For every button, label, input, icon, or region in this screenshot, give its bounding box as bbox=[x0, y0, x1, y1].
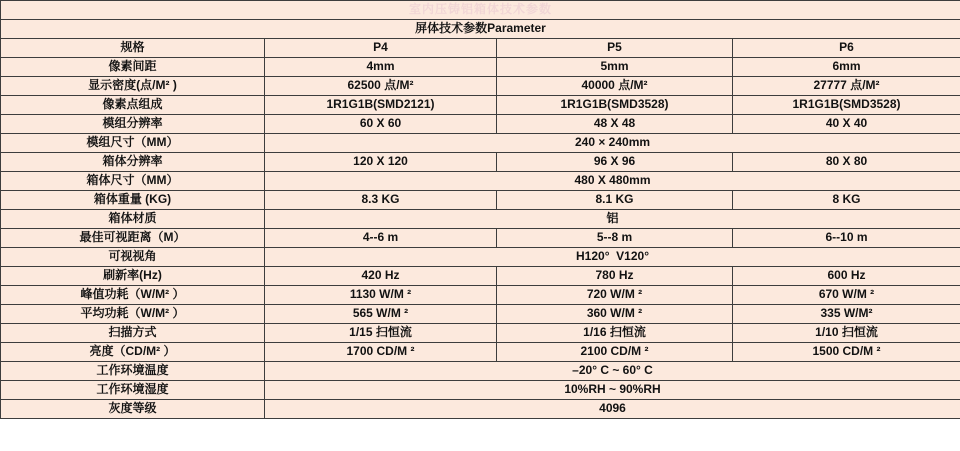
row-label: 模组尺寸（MM） bbox=[1, 134, 265, 153]
row-value: 27777 点/M² bbox=[733, 77, 960, 96]
column-header-row bbox=[1, 39, 960, 58]
row-value: 40000 点/M² bbox=[497, 77, 733, 96]
row-label: 箱体分辨率 bbox=[1, 153, 265, 172]
table-row bbox=[1, 115, 960, 134]
row-label: 模组分辨率 bbox=[1, 115, 265, 134]
row-label: 工作环境温度 bbox=[1, 362, 265, 381]
row-value: 2100 CD/M ² bbox=[497, 343, 733, 362]
row-value: 1700 CD/M ² bbox=[265, 343, 497, 362]
row-value: 1R1G1B(SMD3528) bbox=[733, 96, 960, 115]
row-value: 40 X 40 bbox=[733, 115, 960, 134]
row-value: 5mm bbox=[497, 58, 733, 77]
column-header-p6: P6 bbox=[733, 39, 960, 58]
column-header-spec: 规格 bbox=[1, 39, 265, 58]
table-row bbox=[1, 229, 960, 248]
column-header-p5: P5 bbox=[497, 39, 733, 58]
table-row bbox=[1, 134, 960, 153]
row-label: 像素间距 bbox=[1, 58, 265, 77]
row-value: 1R1G1B(SMD3528) bbox=[497, 96, 733, 115]
row-value-span: H120° V120° bbox=[265, 248, 960, 267]
row-value: 8.3 KG bbox=[265, 191, 497, 210]
section-subtitle: 屏体技术参数Parameter bbox=[1, 20, 960, 39]
row-value: 8 KG bbox=[733, 191, 960, 210]
table-row bbox=[1, 153, 960, 172]
table-row bbox=[1, 248, 960, 267]
row-value: 6--10 m bbox=[733, 229, 960, 248]
row-value: 670 W/M ² bbox=[733, 286, 960, 305]
row-value: 1/15 扫恒流 bbox=[265, 324, 497, 343]
row-value: 360 W/M ² bbox=[497, 305, 733, 324]
table-row bbox=[1, 381, 960, 400]
column-header-p4: P4 bbox=[265, 39, 497, 58]
row-label: 扫描方式 bbox=[1, 324, 265, 343]
row-value: 1R1G1B(SMD2121) bbox=[265, 96, 497, 115]
table-row bbox=[1, 191, 960, 210]
row-label: 峰值功耗（W/M² ） bbox=[1, 286, 265, 305]
row-value-span: 4096 bbox=[265, 400, 960, 419]
table-row bbox=[1, 324, 960, 343]
row-value: 4--6 m bbox=[265, 229, 497, 248]
row-value: 120 X 120 bbox=[265, 153, 497, 172]
row-value: 80 X 80 bbox=[733, 153, 960, 172]
row-value: 720 W/M ² bbox=[497, 286, 733, 305]
row-value: 1500 CD/M ² bbox=[733, 343, 960, 362]
row-value: 420 Hz bbox=[265, 267, 497, 286]
page-title: 室内压铸铝箱体技术参数 bbox=[1, 1, 960, 20]
table-row bbox=[1, 267, 960, 286]
row-label: 显示密度(点/M² ) bbox=[1, 77, 265, 96]
table-row bbox=[1, 96, 960, 115]
row-value: 1130 W/M ² bbox=[265, 286, 497, 305]
row-value: 1/16 扫恒流 bbox=[497, 324, 733, 343]
row-value-span: 10%RH ~ 90%RH bbox=[265, 381, 960, 400]
row-value-span: 铝 bbox=[265, 210, 960, 229]
table-row bbox=[1, 58, 960, 77]
row-label: 箱体尺寸（MM） bbox=[1, 172, 265, 191]
row-label: 可视视角 bbox=[1, 248, 265, 267]
row-value: 62500 点/M² bbox=[265, 77, 497, 96]
row-value: 48 X 48 bbox=[497, 115, 733, 134]
row-value: 565 W/M ² bbox=[265, 305, 497, 324]
row-label: 最佳可视距离（M） bbox=[1, 229, 265, 248]
row-value: 6mm bbox=[733, 58, 960, 77]
row-label: 灰度等级 bbox=[1, 400, 265, 419]
row-value: 4mm bbox=[265, 58, 497, 77]
row-label: 箱体材质 bbox=[1, 210, 265, 229]
row-label: 箱体重量 (KG) bbox=[1, 191, 265, 210]
row-value: 60 X 60 bbox=[265, 115, 497, 134]
table-row bbox=[1, 362, 960, 381]
table-row bbox=[1, 172, 960, 191]
spec-table-body bbox=[1, 58, 960, 419]
row-label: 刷新率(Hz) bbox=[1, 267, 265, 286]
table-row bbox=[1, 77, 960, 96]
row-value: 1/10 扫恒流 bbox=[733, 324, 960, 343]
row-value-span: 240 × 240mm bbox=[265, 134, 960, 153]
table-row bbox=[1, 343, 960, 362]
row-value: 780 Hz bbox=[497, 267, 733, 286]
title-row bbox=[1, 1, 960, 20]
row-value: 8.1 KG bbox=[497, 191, 733, 210]
row-value: 5--8 m bbox=[497, 229, 733, 248]
table-row bbox=[1, 210, 960, 229]
table-row bbox=[1, 286, 960, 305]
row-value: 335 W/M² bbox=[733, 305, 960, 324]
row-value-span: 480 X 480mm bbox=[265, 172, 960, 191]
row-value: 96 X 96 bbox=[497, 153, 733, 172]
row-label: 亮度（CD/M² ） bbox=[1, 343, 265, 362]
subtitle-row bbox=[1, 20, 960, 39]
table-row bbox=[1, 305, 960, 324]
row-label: 工作环境湿度 bbox=[1, 381, 265, 400]
row-value-span: –20° C ~ 60° C bbox=[265, 362, 960, 381]
row-label: 像素点组成 bbox=[1, 96, 265, 115]
table-row bbox=[1, 400, 960, 419]
row-label: 平均功耗（W/M² ） bbox=[1, 305, 265, 324]
row-value: 600 Hz bbox=[733, 267, 960, 286]
